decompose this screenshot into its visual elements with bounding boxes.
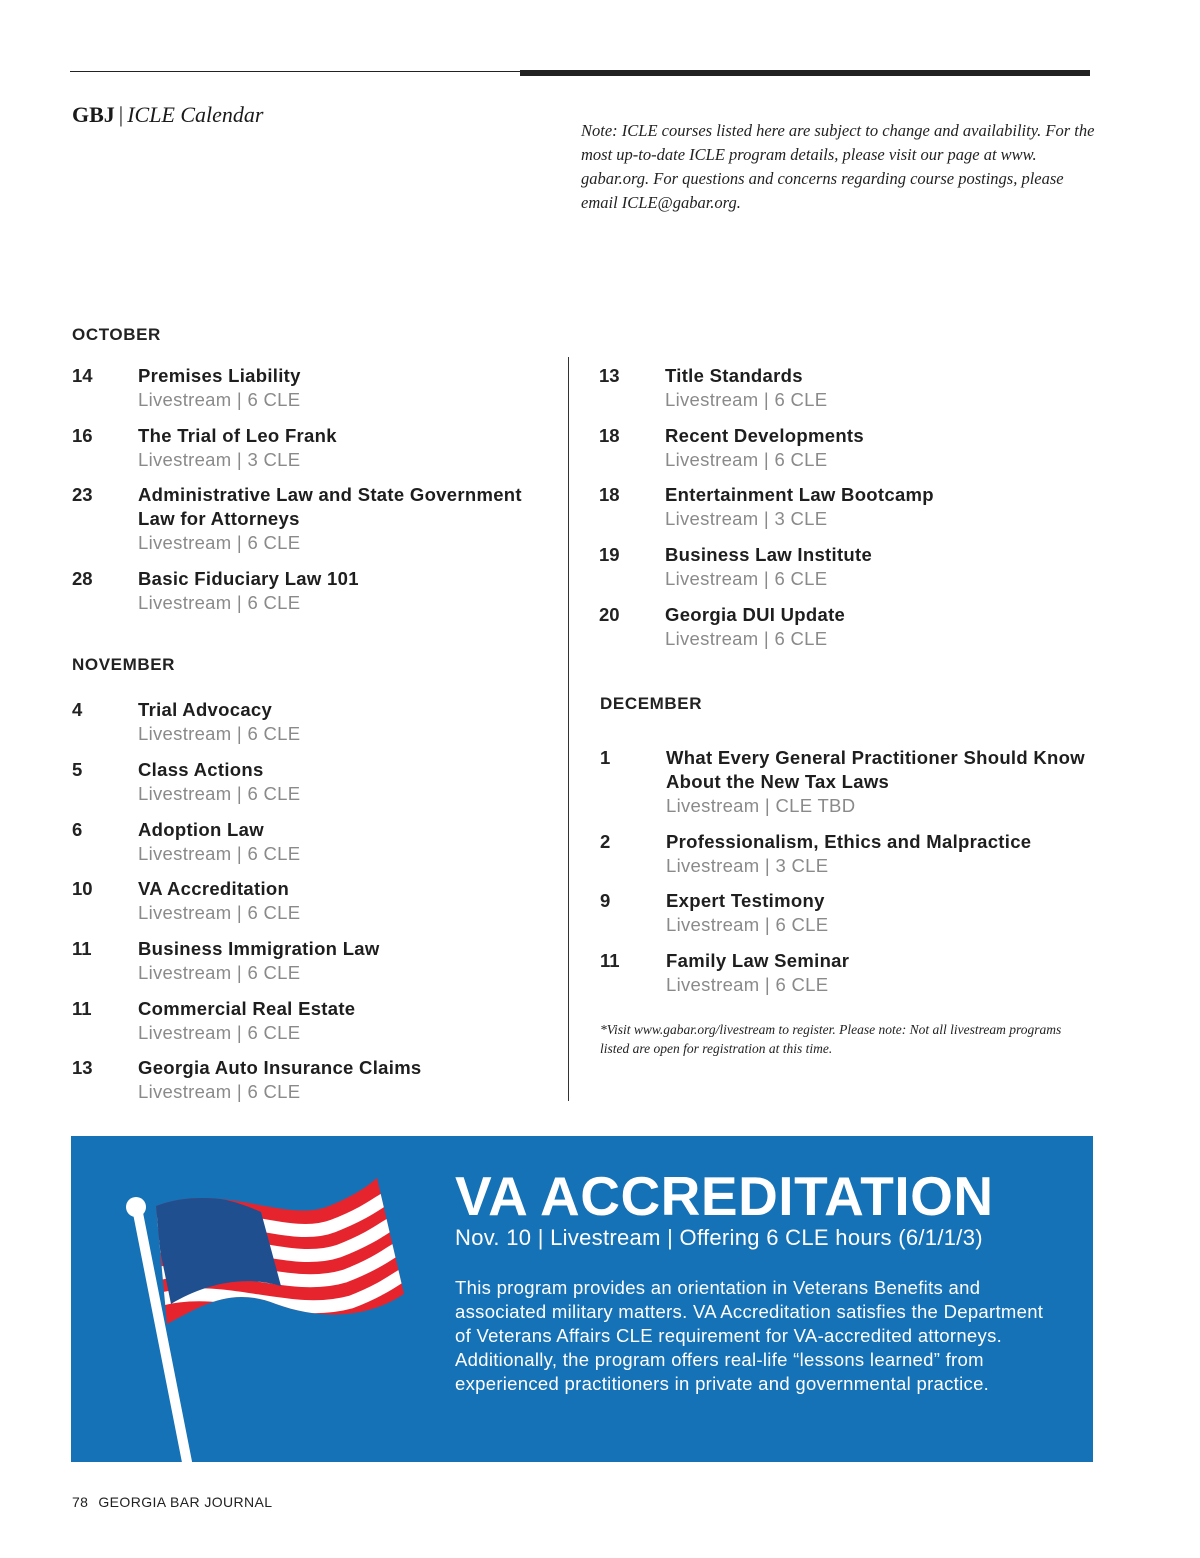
entry-title: VA Accreditation	[138, 878, 290, 899]
entry-meta: Livestream | 6 CLE	[138, 723, 301, 744]
va-accreditation-banner	[71, 1136, 1093, 1462]
entry-meta: Livestream | 3 CLE	[666, 855, 829, 876]
us-flag-icon	[71, 1136, 491, 1462]
month-heading-november: NOVEMBER	[72, 655, 176, 674]
entry-day: 11	[72, 998, 92, 1019]
entry-meta: Livestream | 6 CLE	[138, 962, 301, 983]
entry-title: Recent Developments	[665, 425, 864, 446]
entry-title: Commercial Real Estate	[138, 998, 356, 1019]
entry-title: What Every General Practitioner Should Know About the New Tax Laws	[666, 747, 1085, 792]
entry-day: 28	[72, 568, 93, 589]
banner-description: This program provides an orientation in Veterans Benefits and associated military matters. VA Accreditation satisfies the Department of Veterans Affairs CLE requirement for VA-accredited attorneys. Additionally, the program offers real-life “lessons learned” from experienced practitioners in private and governmental practice.	[455, 1277, 1044, 1394]
header-rule-thin	[70, 71, 522, 72]
entry-meta: Livestream | 6 CLE	[665, 389, 828, 410]
entry-day: 5	[72, 759, 83, 780]
entry-title: Professionalism, Ethics and Malpractice	[666, 831, 1032, 852]
entry-title: Expert Testimony	[666, 890, 825, 911]
entry-day: 18	[599, 425, 620, 446]
banner-title: VA ACCREDITATION	[455, 1165, 994, 1227]
entry-title: Georgia Auto Insurance Claims	[138, 1057, 422, 1078]
entry-meta: Livestream | 6 CLE	[138, 1022, 301, 1043]
entry-title: Business Immigration Law	[138, 938, 380, 959]
entry-day: 11	[72, 938, 92, 959]
entry-title: Class Actions	[138, 759, 264, 780]
entry-meta: Livestream | 3 CLE	[138, 449, 301, 470]
entry-title: Trial Advocacy	[138, 699, 273, 720]
entry-day: 23	[72, 484, 93, 505]
entry-title: Business Law Institute	[665, 544, 873, 565]
entry-title: Premises Liability	[138, 365, 301, 386]
entry-meta: Livestream | 6 CLE	[665, 568, 828, 589]
column-divider	[568, 357, 569, 1101]
entry-day: 9	[600, 890, 611, 911]
entry-day: 1	[600, 747, 611, 768]
entry-meta: Livestream | 6 CLE	[138, 783, 301, 804]
livestream-footnote: *Visit www.gabar.org/livestream to register. Please note: Not all livestream programs listed are open for registration at this time.	[600, 1022, 1062, 1056]
entry-meta: Livestream | 6 CLE	[138, 532, 301, 553]
entry-meta: Livestream | 6 CLE	[665, 449, 828, 470]
entry-day: 10	[72, 878, 93, 899]
entry-title: Basic Fiduciary Law 101	[138, 568, 359, 589]
banner-subtitle: Nov. 10 | Livestream | Offering 6 CLE hours (6/1/1/3)	[455, 1225, 983, 1250]
entry-meta: Livestream | 3 CLE	[665, 508, 828, 529]
entry-title: The Trial of Leo Frank	[138, 425, 337, 446]
entry-meta: Livestream | 6 CLE	[138, 902, 301, 923]
entry-meta: Livestream | CLE TBD	[666, 795, 856, 816]
entry-day: 6	[72, 819, 83, 840]
page-number: 78	[72, 1494, 89, 1510]
publication-name: GEORGIA BAR JOURNAL	[98, 1494, 273, 1510]
entry-day: 16	[72, 425, 93, 446]
entry-meta: Livestream | 6 CLE	[665, 628, 828, 649]
entry-day: 13	[599, 365, 620, 386]
entry-meta: Livestream | 6 CLE	[666, 914, 829, 935]
entry-title: Adoption Law	[138, 819, 264, 840]
entry-day: 19	[599, 544, 620, 565]
header-separator: |	[118, 102, 124, 127]
month-heading-october: OCTOBER	[72, 325, 161, 344]
entry-day: 13	[72, 1057, 93, 1078]
entry-day: 14	[72, 365, 93, 386]
entry-title: Georgia DUI Update	[665, 604, 846, 625]
entry-day: 11	[600, 950, 620, 971]
page-footer	[72, 1494, 272, 1510]
entry-day: 2	[600, 831, 611, 852]
entry-title: Title Standards	[665, 365, 803, 386]
entry-day: 20	[599, 604, 620, 625]
entry-meta: Livestream | 6 CLE	[138, 592, 301, 613]
page-header	[72, 102, 264, 128]
entry-day: 4	[72, 699, 83, 720]
entry-meta: Livestream | 6 CLE	[138, 389, 301, 410]
header-brand: GBJ	[72, 102, 115, 127]
header-section-title: ICLE Calendar	[127, 102, 264, 127]
entry-title: Family Law Seminar	[666, 950, 850, 971]
entry-meta: Livestream | 6 CLE	[138, 843, 301, 864]
entry-meta: Livestream | 6 CLE	[138, 1081, 301, 1102]
entry-day: 18	[599, 484, 620, 505]
entry-title: Entertainment Law Bootcamp	[665, 484, 934, 505]
month-heading-december: DECEMBER	[600, 694, 703, 713]
header-rule-thick	[520, 70, 1090, 76]
entry-title: Administrative Law and State Government Law for Attorneys	[138, 484, 522, 529]
availability-note: Note: ICLE courses listed here are subject to change and availability. For the most up-to-date ICLE program details, please visit our page at www. gabar.org. For questions and concerns regarding course postings, please email ICLE@gabar.org.	[581, 121, 1095, 212]
entry-meta: Livestream | 6 CLE	[666, 974, 829, 995]
